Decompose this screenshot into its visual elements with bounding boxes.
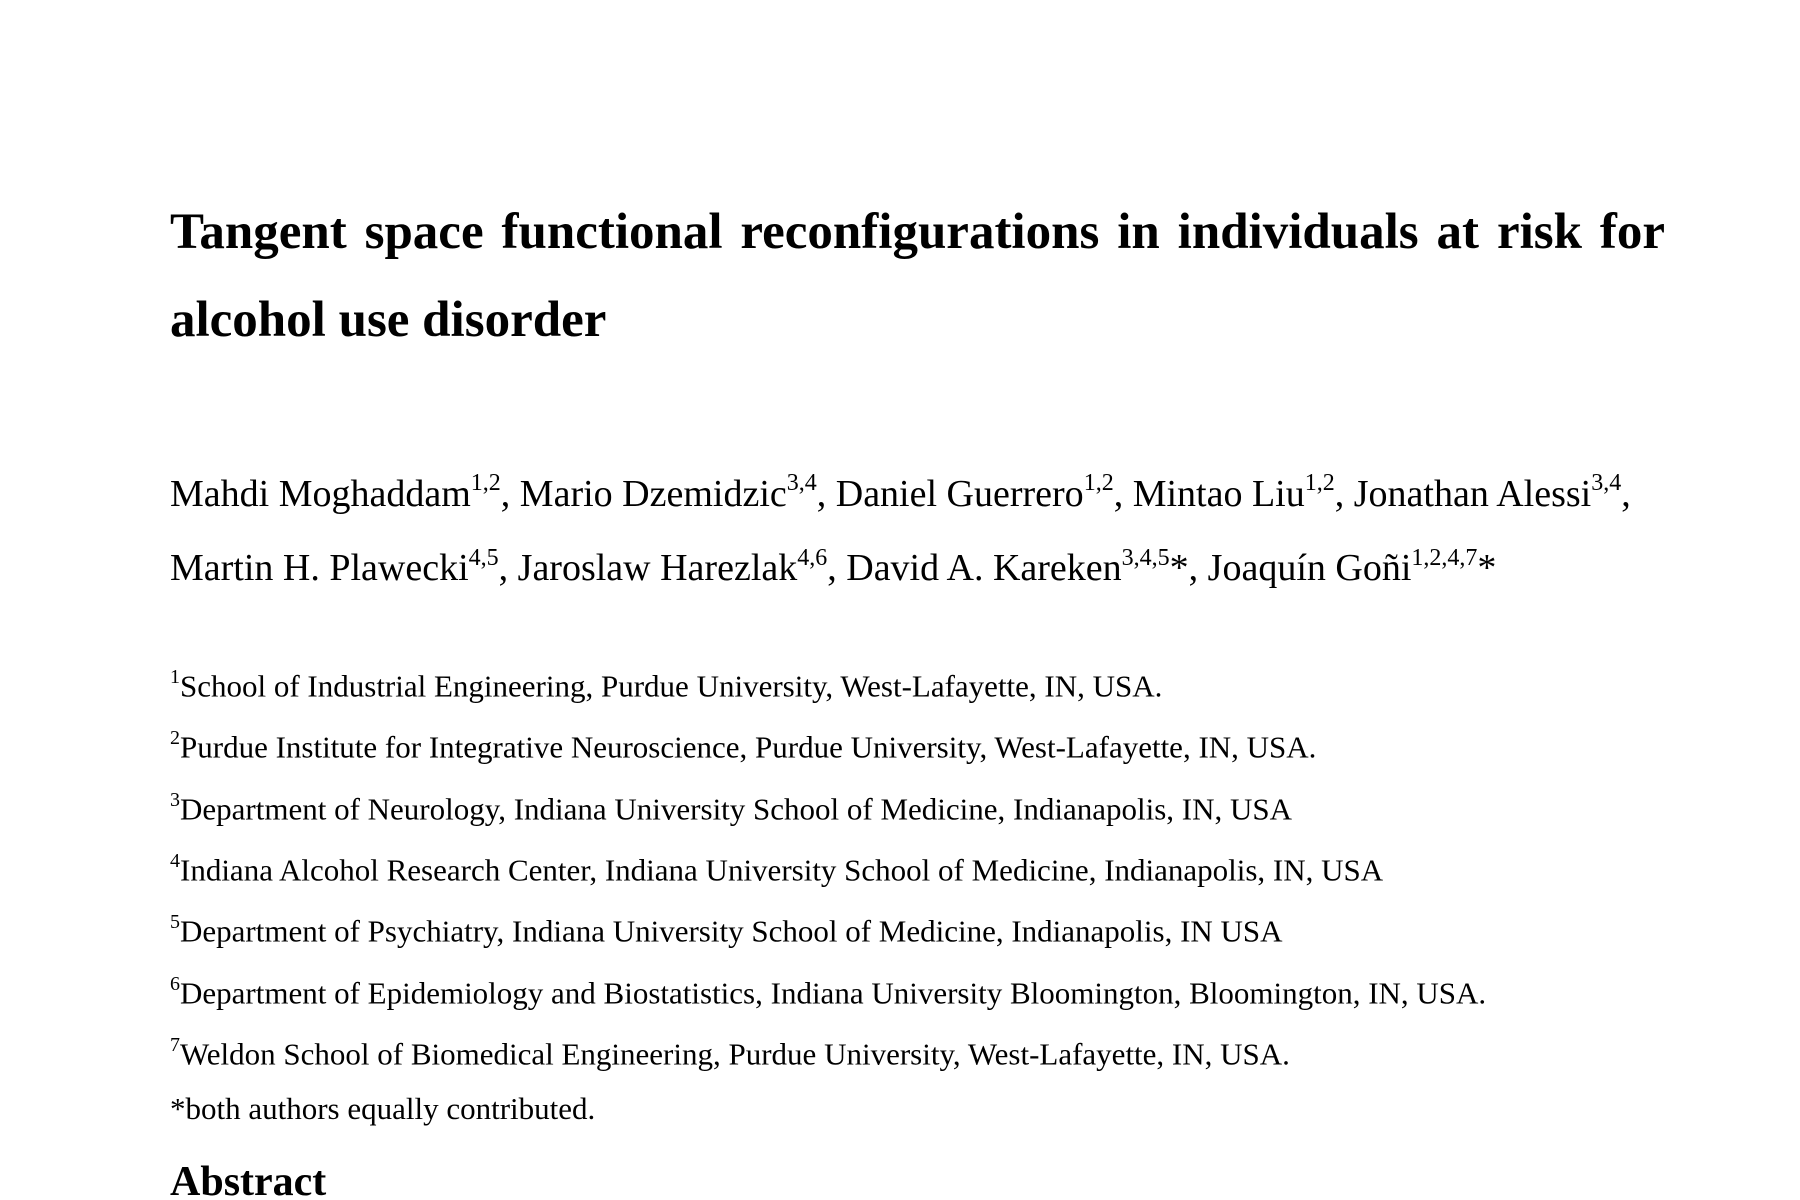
affiliation-number: 7: [170, 1033, 180, 1056]
author-name: Mintao Liu: [1132, 472, 1305, 515]
author-moghaddam: [170, 470, 520, 515]
author-separator: ,: [816, 472, 836, 515]
author-name: Martin H. Plawecki: [170, 547, 469, 590]
author-separator: ,: [500, 472, 520, 515]
paper-title: Tangent space functional reconfigurations in individuals at risk for alcohol use disorder: [170, 204, 1665, 348]
author-separator: ,: [498, 547, 518, 590]
affiliation-text: Purdue Institute for Integrative Neuroscience, Purdue University, West-Lafayette, IN, USA.: [180, 729, 1317, 765]
author-name: Mario Dzemidzic: [519, 472, 787, 515]
author-affiliation-sup: 1,2,4,7: [1411, 544, 1478, 571]
author-separator: ,: [1334, 472, 1354, 515]
author-affiliation-sup: 4,5: [468, 544, 499, 571]
affiliation-number: 4: [170, 849, 180, 872]
affiliation-number: 3: [170, 788, 180, 811]
author-affiliation-sup: 1,2: [470, 470, 501, 496]
author-alessi: [1353, 470, 1631, 515]
affiliation-2: [170, 713, 1670, 774]
equal-contribution-note: *both authors equally contributed.: [170, 1091, 596, 1127]
author-affiliation-sup: 1,2: [1083, 470, 1114, 496]
author-separator: ,: [1113, 472, 1133, 515]
author-name: Mahdi Moghaddam: [170, 472, 471, 515]
abstract-heading: Abstract: [170, 1159, 327, 1200]
affiliation-text: School of Industrial Engineering, Purdue University, West-Lafayette, IN, USA.: [180, 668, 1163, 704]
author-separator: ,: [1621, 472, 1631, 515]
author-kareken: [846, 544, 1208, 590]
affiliation-list: [170, 652, 1670, 1136]
author-affiliation-sup: 1,2: [1304, 470, 1335, 496]
affiliation-text: Indiana Alcohol Research Center, Indiana University School of Medicine, Indianapolis, IN, USA: [180, 852, 1384, 888]
affiliation-text: Department of Neurology, Indiana University School of Medicine, Indianapolis, IN, USA: [180, 790, 1293, 826]
affiliation-3: [170, 775, 1670, 836]
author-affiliation-sup: 3,4: [1591, 470, 1622, 496]
affiliation-number: 2: [170, 727, 180, 750]
author-affiliation-sup: 3,4,5: [1121, 544, 1170, 571]
author-plawecki: [170, 544, 518, 590]
author-name: Jaroslaw Harezlak: [517, 547, 798, 590]
author-separator: *: [1477, 547, 1497, 590]
affiliation-number: 5: [170, 911, 180, 934]
author-name: Jonathan Alessi: [1353, 472, 1592, 515]
affiliation-number: 1: [170, 666, 180, 688]
affiliation-text: Weldon School of Biomedical Engineering, Purdue University, West-Lafayette, IN, USA.: [180, 1036, 1290, 1072]
author-list: [170, 452, 1670, 601]
affiliation-5: [170, 897, 1670, 958]
affiliation-text: Department of Psychiatry, Indiana University School of Medicine, Indianapolis, IN USA: [180, 913, 1283, 949]
affiliation-4: [170, 836, 1670, 897]
author-affiliation-sup: 3,4: [786, 470, 817, 496]
author-name: Joaquín Goñi: [1207, 547, 1412, 590]
author-goni: [1207, 544, 1497, 590]
author-harezlak: [517, 544, 847, 590]
affiliation-6: [170, 959, 1670, 1020]
author-separator: *,: [1169, 547, 1208, 590]
author-name: David A. Kareken: [846, 547, 1122, 590]
affiliation-text: Department of Epidemiology and Biostatistics, Indiana University Bloomington, Bloomington, IN, USA.: [180, 974, 1487, 1010]
affiliation-7: [170, 1020, 1670, 1081]
author-affiliation-sup: 4,6: [797, 544, 828, 571]
author-separator: ,: [827, 547, 847, 590]
author-dzemidzic: [519, 470, 836, 515]
affiliation-number: 6: [170, 972, 180, 995]
affiliation-1: [170, 652, 1670, 713]
author-name: Daniel Guerrero: [835, 472, 1084, 515]
author-guerrero: [835, 470, 1133, 515]
author-liu: [1132, 470, 1354, 515]
